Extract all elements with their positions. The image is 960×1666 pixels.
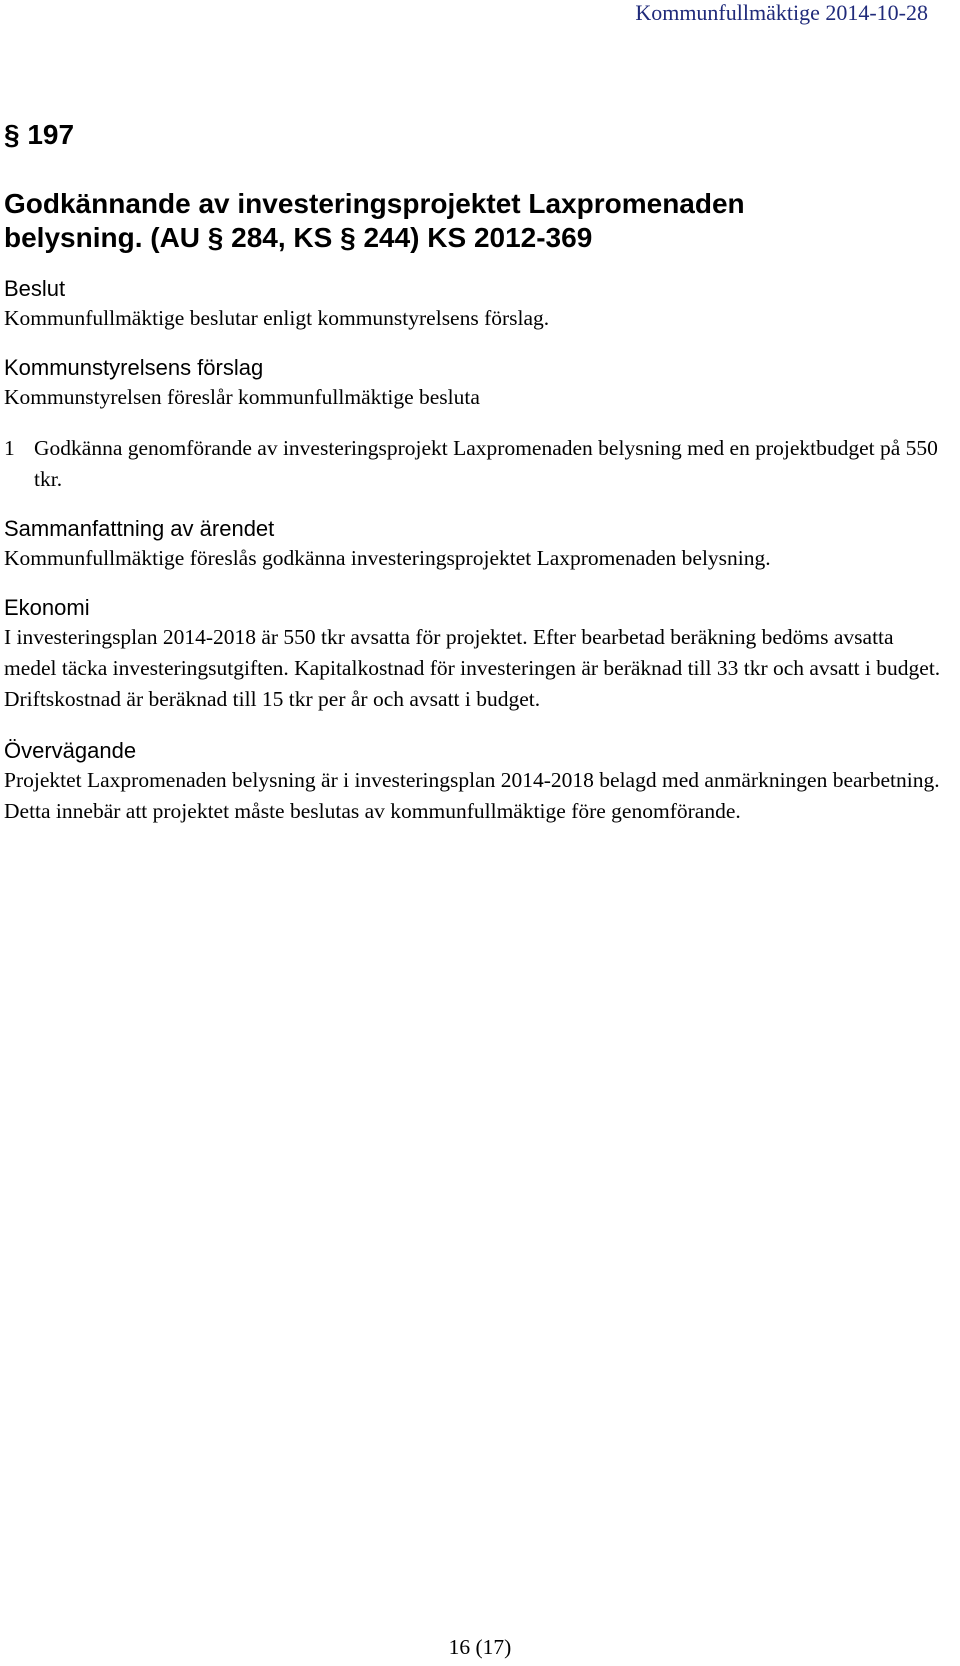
section-text-overvagande: Projektet Laxpromenaden belysning är i investeringsplan 2014-2018 belagd med anmärkningen bearbetning. Detta innebär att projektet måste beslutas av kommunfullmäktige före genomförande. <box>4 768 940 823</box>
item-title-line-1: Godkännande av investeringsprojektet Laxpromenaden <box>4 188 745 219</box>
section-heading-overvagande: Övervägande <box>4 738 137 763</box>
section-forslag <box>4 354 944 495</box>
page-number: 16 (17) <box>448 1635 512 1659</box>
section-heading-ekonomi: Ekonomi <box>4 595 90 620</box>
section-beslut <box>4 275 944 334</box>
item-title-line-2: belysning. (AU § 284, KS § 244) KS 2012-369 <box>4 222 593 253</box>
section-text-beslut: Kommunfullmäktige beslutar enligt kommunstyrelsens förslag. <box>4 306 550 330</box>
item-title <box>4 187 944 255</box>
section-heading-sammanfattning: Sammanfattning av ärendet <box>4 516 275 541</box>
section-overvagande <box>4 737 944 827</box>
list-item <box>4 433 944 495</box>
list-item-number: 1 <box>4 436 15 460</box>
section-heading-beslut: Beslut <box>4 276 66 301</box>
section-text-ekonomi: I investeringsplan 2014-2018 är 550 tkr avsatta för projektet. Efter bearbetad beräkning bedöms avsatta medel täcka investeringsutgiften. Kapitalkostnad för investeringen är beräknad till 33 tkr och avsatt i budget. Driftskostnad är beräknad till 15 tkr per år och avsatt i budget. <box>4 625 941 711</box>
section-heading-forslag: Kommunstyrelsens förslag <box>4 355 264 380</box>
running-header: Kommunfullmäktige 2014-10-28 <box>635 0 928 25</box>
paragraph-number: § 197 <box>4 119 75 150</box>
section-text-forslag: Kommunstyrelsen föreslår kommunfullmäktige besluta <box>4 385 480 409</box>
section-ekonomi <box>4 594 944 715</box>
section-text-sammanfattning: Kommunfullmäktige föreslås godkänna investeringsprojektet Laxpromenaden belysning. <box>4 546 771 570</box>
document-body <box>4 118 944 847</box>
section-sammanfattning <box>4 515 944 574</box>
list-item-text: Godkänna genomförande av investeringsprojekt Laxpromenaden belysning med en projektbudget på 550 tkr. <box>34 436 938 491</box>
